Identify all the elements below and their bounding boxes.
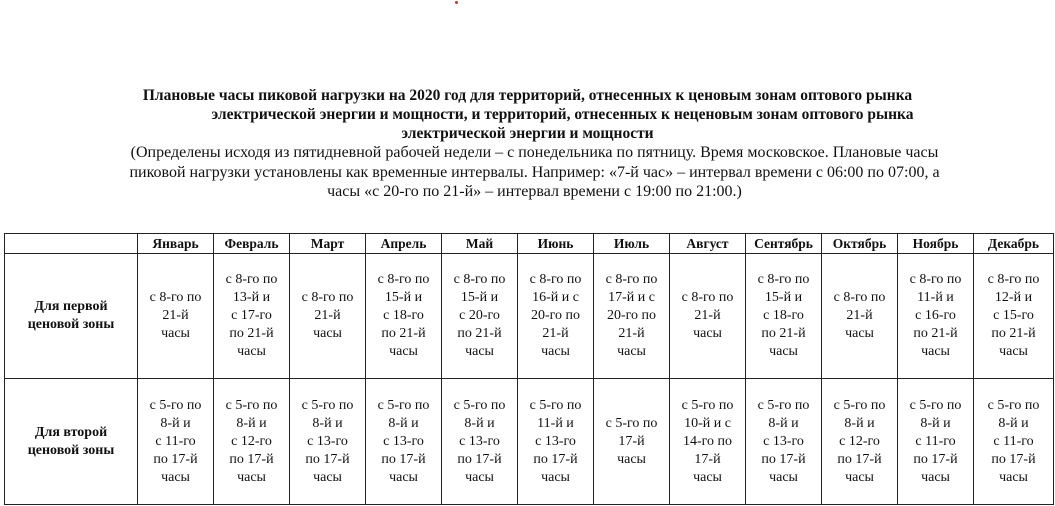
table-cell: с 8-го по 21-й часы (138, 254, 214, 379)
table-cell: с 5-го по 8-й и с 11-го по 17-й часы (898, 379, 974, 505)
document-heading (0, 86, 1055, 202)
table-cell: с 8-го по 11-й и с 16-го по 21-й часы (898, 254, 974, 379)
table-cell: с 8-го по 15-й и с 18-го по 21-й часы (366, 254, 442, 379)
table-cell: с 8-го по 21-й часы (290, 254, 366, 379)
table-cell: с 8-го по 17-й и с 20-го по 21-й часы (594, 254, 670, 379)
table-cell: с 5-го по 10-й и с 14-го по 17-й часы (670, 379, 746, 505)
month-header: Июнь (518, 234, 594, 254)
title-line-1: Плановые часы пиковой нагрузки на 2020 год для территорий, отнесенных к ценовым зонам оптового рынка (142, 87, 913, 104)
table-cell: с 5-го по 8-й и с 11-го по 17-й часы (974, 379, 1054, 505)
table-cell: с 8-го по 21-й часы (670, 254, 746, 379)
month-header: Апрель (366, 234, 442, 254)
peak-hours-table (4, 233, 1054, 505)
month-header: Январь (138, 234, 214, 254)
table-cell: с 8-го по 15-й и с 18-го по 21-й часы (746, 254, 822, 379)
table-cell: с 8-го по 12-й и с 15-го по 21-й часы (974, 254, 1054, 379)
table-cell: с 5-го по 8-й и с 13-го по 17-й часы (290, 379, 366, 505)
table-row-second-zone (5, 379, 1054, 505)
document-title (0, 86, 1055, 143)
table-cell: с 5-го по 8-й и с 12-го по 17-й часы (822, 379, 898, 505)
note-line-1: (Определены исходя из пятидневной рабочей недели – с понедельника по пятницу. Время московское. Плановые часы (130, 144, 939, 161)
title-line-2: электрической энергии и мощности, и территорий, отнесенных к неценовым зонам оптового рынка (211, 106, 914, 123)
month-header: Май (442, 234, 518, 254)
table-cell: с 8-го по 15-й и с 20-го по 21-й часы (442, 254, 518, 379)
month-header: Август (670, 234, 746, 254)
table-cell: с 5-го по 8-й и с 13-го по 17-й часы (366, 379, 442, 505)
table-cell: с 5-го по 8-й и с 13-го по 17-й часы (746, 379, 822, 505)
table-cell: с 8-го по 16-й и с 20-го по 21-й часы (518, 254, 594, 379)
table-cell: с 5-го по 8-й и с 12-го по 17-й часы (214, 379, 290, 505)
month-header: Сентябрь (746, 234, 822, 254)
table-cell: с 5-го по 17-й часы (594, 379, 670, 505)
row-label-first-zone: Для первой ценовой зоны (5, 254, 138, 379)
table-header-row (5, 234, 1054, 254)
explanatory-note (0, 143, 1055, 202)
table-cell: с 8-го по 13-й и с 17-го по 21-й часы (214, 254, 290, 379)
month-header: Февраль (214, 234, 290, 254)
table-cell: с 5-го по 8-й и с 11-го по 17-й часы (138, 379, 214, 505)
month-header: Ноябрь (898, 234, 974, 254)
month-header: Март (290, 234, 366, 254)
row-label-second-zone: Для второй ценовой зоны (5, 379, 138, 505)
month-header: Октябрь (822, 234, 898, 254)
note-line-2: пиковой нагрузки установлены как временные интервалы. Например: «7-й час» – интервал времени с 06:00 по 07:00, а (129, 163, 940, 181)
month-header: Июль (594, 234, 670, 254)
red-dot-mark (455, 1, 458, 4)
table-corner-cell (5, 234, 138, 254)
table-cell: с 8-го по 21-й часы (822, 254, 898, 379)
table-row-first-zone (5, 254, 1054, 379)
table-cell: с 5-го по 8-й и с 13-го по 17-й часы (442, 379, 518, 505)
title-line-3: электрической энергии и мощности (401, 125, 654, 142)
note-line-3: часы «с 20-го по 21-й» – интервал времени с 19:00 по 21:00.) (327, 183, 742, 200)
table-cell: с 5-го по 11-й и с 13-го по 17-й часы (518, 379, 594, 505)
month-header: Декабрь (974, 234, 1054, 254)
